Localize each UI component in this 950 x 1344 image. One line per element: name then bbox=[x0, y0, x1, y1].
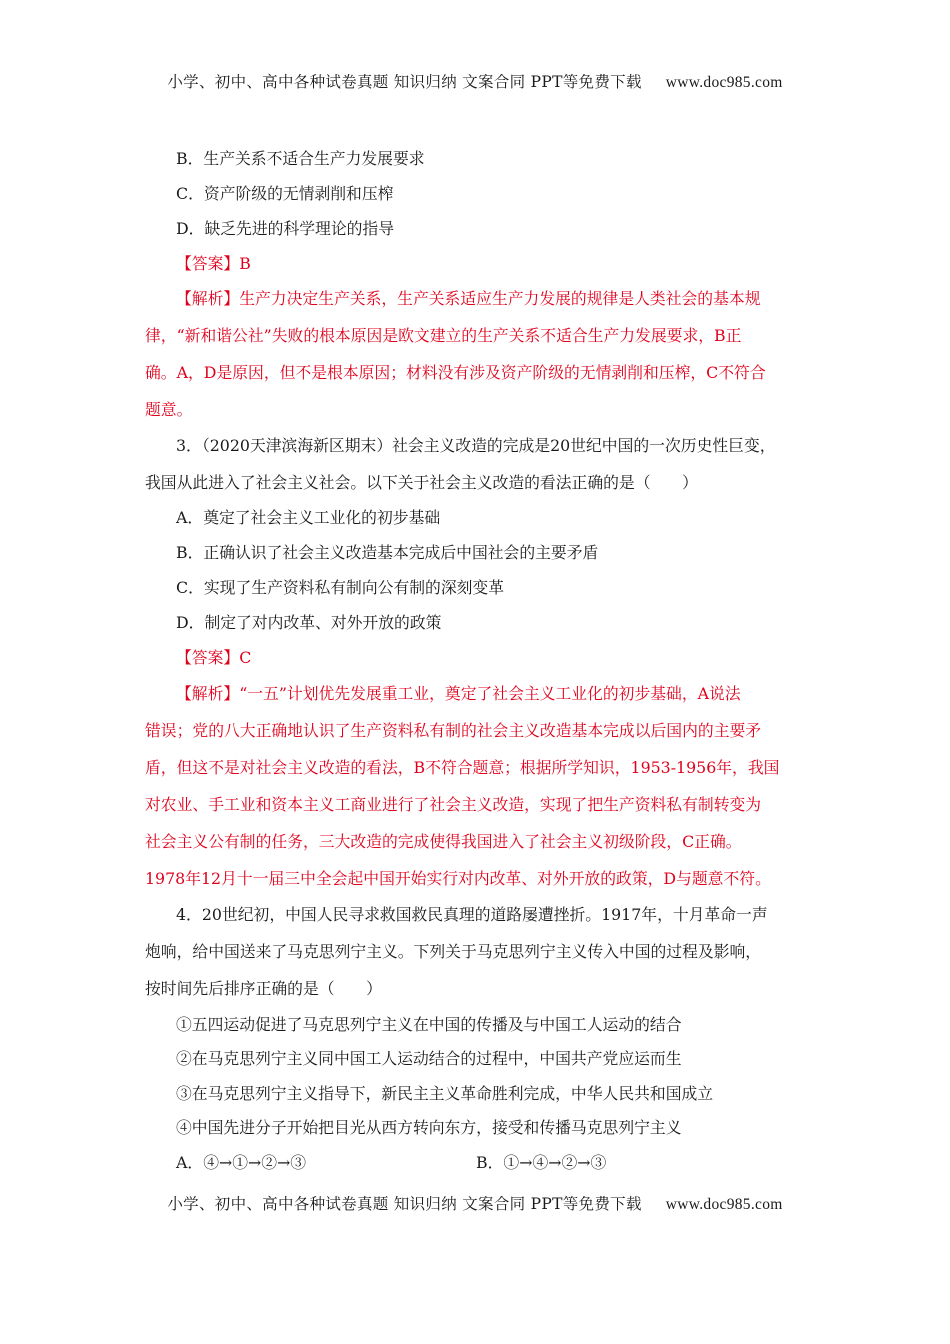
q3-analysis-line-1: 【解析】“一五”计划优先发展重工业，奠定了社会主义工业化的初步基础，A说法 bbox=[176, 684, 741, 703]
q2-answer: 【答案】B bbox=[176, 254, 251, 273]
header-url[interactable]: www.doc985.com bbox=[665, 74, 783, 91]
q4-item-2: ②在马克思列宁主义同中国工人运动结合的过程中，中国共产党应运而生 bbox=[176, 1049, 682, 1068]
q3-analysis-line-2: 错误；党的八大正确地认识了生产资料私有制的社会主义改造基本完成以后国内的主要矛 bbox=[145, 721, 762, 740]
q3-analysis-line-5: 社会主义公有制的任务，三大改造的完成使得我国进入了社会主义初级阶段，C正确。 bbox=[145, 832, 742, 851]
q3-option-b: B．正确认识了社会主义改造基本完成后中国社会的主要矛盾 bbox=[176, 543, 599, 562]
q2-analysis-line-1: 【解析】生产力决定生产关系，生产关系适应生产力发展的规律是人类社会的基本规 bbox=[176, 289, 761, 308]
q3-stem-line-2: 我国从此进入了社会主义社会。以下关于社会主义改造的看法正确的是（ ） bbox=[145, 473, 698, 492]
footer-url[interactable]: www.doc985.com bbox=[665, 1196, 783, 1213]
q3-analysis-line-3: 盾，但这不是对社会主义改造的看法，B不符合题意；根据所学知识，1953-1956年，我国 bbox=[145, 758, 780, 777]
q3-analysis-line-4: 对农业、手工业和资本主义工商业进行了社会主义改造，实现了把生产资料私有制转变为 bbox=[145, 795, 762, 814]
q4-item-1: ①五四运动促进了马克思列宁主义在中国的传播及与中国工人运动的结合 bbox=[176, 1015, 682, 1034]
q3-stem-line-1: 3．（2020天津滨海新区期末）社会主义改造的完成是20世纪中国的一次历史性巨变， bbox=[176, 436, 776, 455]
page-footer bbox=[0, 1192, 950, 1214]
page-header bbox=[0, 70, 950, 92]
q4-stem-line-2: 炮响，给中国送来了马克思列宁主义。下列关于马克思列宁主义传入中国的过程及影响， bbox=[145, 942, 762, 961]
q4-stem-line-3: 按时间先后排序正确的是（ ） bbox=[145, 979, 382, 998]
q2-analysis-line-4: 题意。 bbox=[145, 400, 193, 419]
header-text: 小学、初中、高中各种试卷真题 知识归纳 文案合同 PPT等免费下载 bbox=[167, 73, 642, 91]
q4-item-4: ④中国先进分子开始把目光从西方转向东方，接受和传播马克思列宁主义 bbox=[176, 1118, 682, 1137]
q2-option-d: D．缺乏先进的科学理论的指导 bbox=[176, 219, 395, 238]
q2-analysis-line-2: 律，“新和谐公社”失败的根本原因是欧文建立的生产关系不适合生产力发展要求，B正 bbox=[145, 326, 742, 345]
q2-option-c: C．资产阶级的无情剥削和压榨 bbox=[176, 184, 394, 203]
q2-analysis-line-3: 确。A，D是原因，但不是根本原因；材料没有涉及资产阶级的无情剥削和压榨，C不符合 bbox=[145, 363, 766, 382]
q4-stem-line-1: 4．20世纪初，中国人民寻求救国救民真理的道路屡遭挫折。1917年，十月革命一声 bbox=[176, 905, 768, 924]
q3-option-c: C．实现了生产资料私有制向公有制的深刻变革 bbox=[176, 578, 505, 597]
q3-option-a: A．奠定了社会主义工业化的初步基础 bbox=[176, 508, 441, 527]
q2-option-b: B．生产关系不适合生产力发展要求 bbox=[176, 149, 425, 168]
footer-text: 小学、初中、高中各种试卷真题 知识归纳 文案合同 PPT等免费下载 bbox=[167, 1195, 642, 1213]
q4-option-b: B．①→④→②→③ bbox=[476, 1153, 607, 1172]
q3-option-d: D．制定了对内改革、对外开放的政策 bbox=[176, 613, 442, 632]
q4-option-a: A．④→①→②→③ bbox=[176, 1153, 307, 1172]
q3-answer: 【答案】C bbox=[176, 648, 252, 667]
q4-item-3: ③在马克思列宁主义指导下，新民主主义革命胜利完成，中华人民共和国成立 bbox=[176, 1084, 714, 1103]
q3-analysis-line-6: 1978年12月十一届三中全会起中国开始实行对内改革、对外开放的政策，D与题意不符。 bbox=[145, 869, 771, 888]
